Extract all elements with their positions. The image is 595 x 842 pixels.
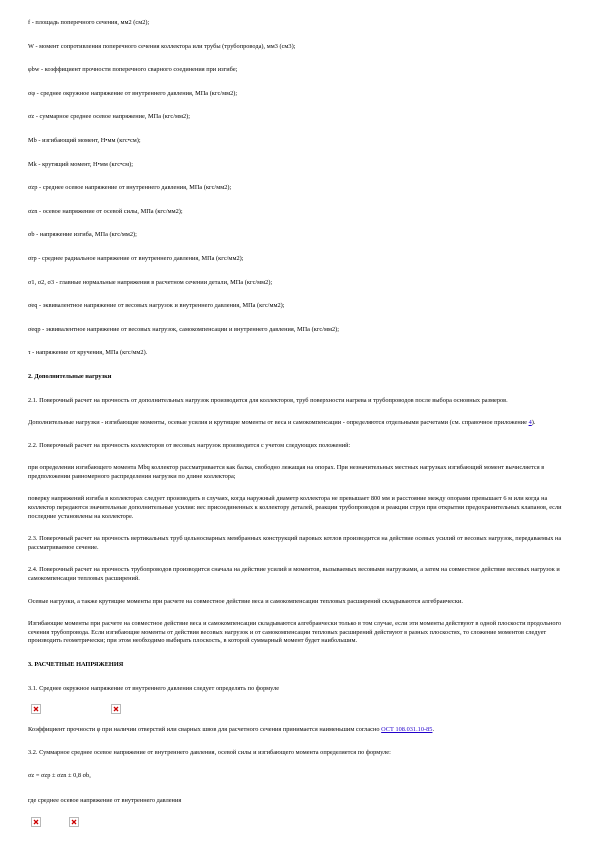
definition-area: f - площадь поперечного сечения, мм2 (см2);	[28, 19, 150, 26]
section-2-paragraph-3: 2.2. Поверочный расчет на прочность коллекторов от весовых нагрузок производится с учетом следующих положений:	[28, 441, 351, 449]
broken-image-icon	[31, 817, 41, 827]
broken-image-icon	[31, 704, 41, 714]
definition-equivalent-stress: σeq - эквивалентное напряжение от весовых нагрузок и внутреннего давления, МПа (кгс/мм2);	[28, 302, 285, 310]
section-2-paragraph-4: при определении изгибающего момента Mbq коллектор рассматривается как балка, свободно лежащая на опорах. При незначительных местных нагрузках изгибающий момент вычисляется в предположении равномерного распределения нагрузки по длине коллектора;	[28, 464, 545, 480]
definition-axial-stress-total: σz - суммарное среднее осевое напряжение, МПа (кгс/мм2);	[28, 113, 191, 121]
section-2-paragraph-2-text: Дополнительные нагрузки - изгибающие моменты, осевые усилия и крутящие моменты от веса и самокомпенсации - определяются отдельными расчетами (см. справочное приложение	[28, 419, 529, 427]
section-2-paragraph-9: Изгибающие моменты при расчете на совместное действие веса и самокомпенсации складываются алгебраически только в том случае, если эти моменты действуют в одной плоскости продольного сечения трубопровода. Если изгибающие моменты от действия весовых нагрузок и от самокомпенсации тепловых расширений действуют в разных плоскостях, то сложение моментов следует производить геометрически; при этом необходимо выбирать плоскость, в которой суммарный момент будет наибольшим.	[28, 620, 562, 645]
section-3-paragraph-1: 3.1. Среднее окружное напряжение от внутреннего давления следует определять по формуле	[28, 684, 280, 692]
broken-image-icon	[69, 817, 79, 827]
definition-hoop-stress: σφ - среднее окружное напряжение от внутреннего давления, МПа (кгс/мм2);	[28, 89, 238, 97]
section-2-paragraph-2-tail: ).	[531, 419, 536, 427]
definition-torsion-stress: τ - напряжение от кручения, МПа (кгс/мм2).	[28, 349, 148, 357]
definition-weld-strength: φbw - коэффициент прочности поперечного сварного соединения при изгибе;	[28, 66, 238, 74]
section-3-heading: 3. РАСЧЕТНЫЕ НАПРЯЖЕНИЯ	[28, 661, 124, 668]
section-2-paragraph-1: 2.1. Поверочный расчет на прочность от дополнительных нагрузок производится для коллекторов, труб поверхности нагрева и трубопроводов после выбора основных размеров.	[28, 396, 508, 404]
section-3-paragraph-2	[28, 726, 567, 735]
section-2-paragraph-6: 2.3. Поверочный расчет на прочность вертикальных труб цельносварных мембранных конструкций паровых котлов производится на действие осевых усилий от весовых нагрузок, передаваемых на рассматриваемое сечение.	[28, 535, 562, 551]
section-2-paragraph-2	[28, 419, 567, 428]
definition-axial-stress-pressure: σzp - среднее осевое напряжение от внутреннего давления, МПа (кгс/мм2);	[28, 184, 232, 192]
section-3-paragraph-2-text: Коэффициент прочности φ при наличии отверстий или сварных швов для расчетного сечения принимается наименьшим согласно	[28, 726, 382, 734]
section-3-paragraph-3: 3.2. Суммарное среднее осевое напряжение от внутреннего давления, осевой силы и изгибающего момента определяется по формуле:	[28, 748, 391, 756]
broken-image-icon	[111, 704, 121, 714]
definition-bending-moment: Mb - изгибающий момент, Н•мм (кгс•см);	[28, 136, 141, 144]
ost-standard-link[interactable]: ОСТ 108.031.10-85	[381, 726, 433, 734]
appendix-4-link[interactable]: 4	[528, 419, 532, 427]
section-3-paragraph-5: где среднее осевое напряжение от внутреннего давления	[28, 796, 182, 804]
definition-radial-stress: σrp - среднее радиальное напряжение от внутреннего давления, МПа (кгс/мм2);	[28, 254, 244, 262]
section-2-paragraph-7: 2.4. Поверочный расчет на прочность трубопроводов производится сначала на действие усилий и моментов, вызываемых весовыми нагрузками, а затем на совместное действие весовых нагрузок и самокомпенсации тепловых расширений.	[28, 566, 560, 583]
section-2-heading: 2. Дополнительные нагрузки	[28, 372, 112, 380]
definition-bending-stress: σb - напряжение изгиба, МПа (кгс/мм2);	[28, 231, 137, 239]
section-2-paragraph-5: поверку напряжений изгиба в коллекторах следует производить в случаях, когда наружный диаметр коллектора не превышает 800 мм и расстояние между опорами превышает 6 м или когда на коллектор передаются значительные дополнительные усилия: вес присоединенных к коллектору деталей, реакции трубопроводов и реакции струи при открытии предохранительных клапанов, если последние установлены на коллекторе.	[28, 495, 562, 520]
definition-torque: Mk - крутящий момент, Н•мм (кгс•см);	[28, 160, 133, 168]
section-3-formula-axial: σz = σzp ± σzn ± 0,8 σb,	[28, 772, 91, 780]
definition-axial-stress-force: σzn - осевое напряжение от осевой силы, МПа (кгс/мм2);	[28, 207, 183, 215]
section-3-paragraph-2-tail: .	[432, 726, 435, 734]
formula-images-row-2	[28, 815, 567, 829]
definition-equivalent-stress-selfcomp: σeqp - эквивалентное напряжение от весовых нагрузок, самокомпенсации и внутреннего давления, МПа (кгс/мм2);	[28, 325, 340, 333]
definition-section-modulus: W - момент сопротивления поперечного сечения коллектора или трубы (трубопровода), мм3 (см3);	[28, 42, 296, 50]
definition-principal-stresses: σ1, σ2, σ3 - главные нормальные напряжения в расчетном сечении детали, МПа (кгс/мм2);	[28, 278, 273, 286]
formula-images-row-1	[28, 702, 567, 716]
section-2-paragraph-8: Осевые нагрузки, а также крутящие моменты при расчете на совместное действие веса и самокомпенсации тепловых расширений складываются алгебраически.	[28, 597, 463, 605]
